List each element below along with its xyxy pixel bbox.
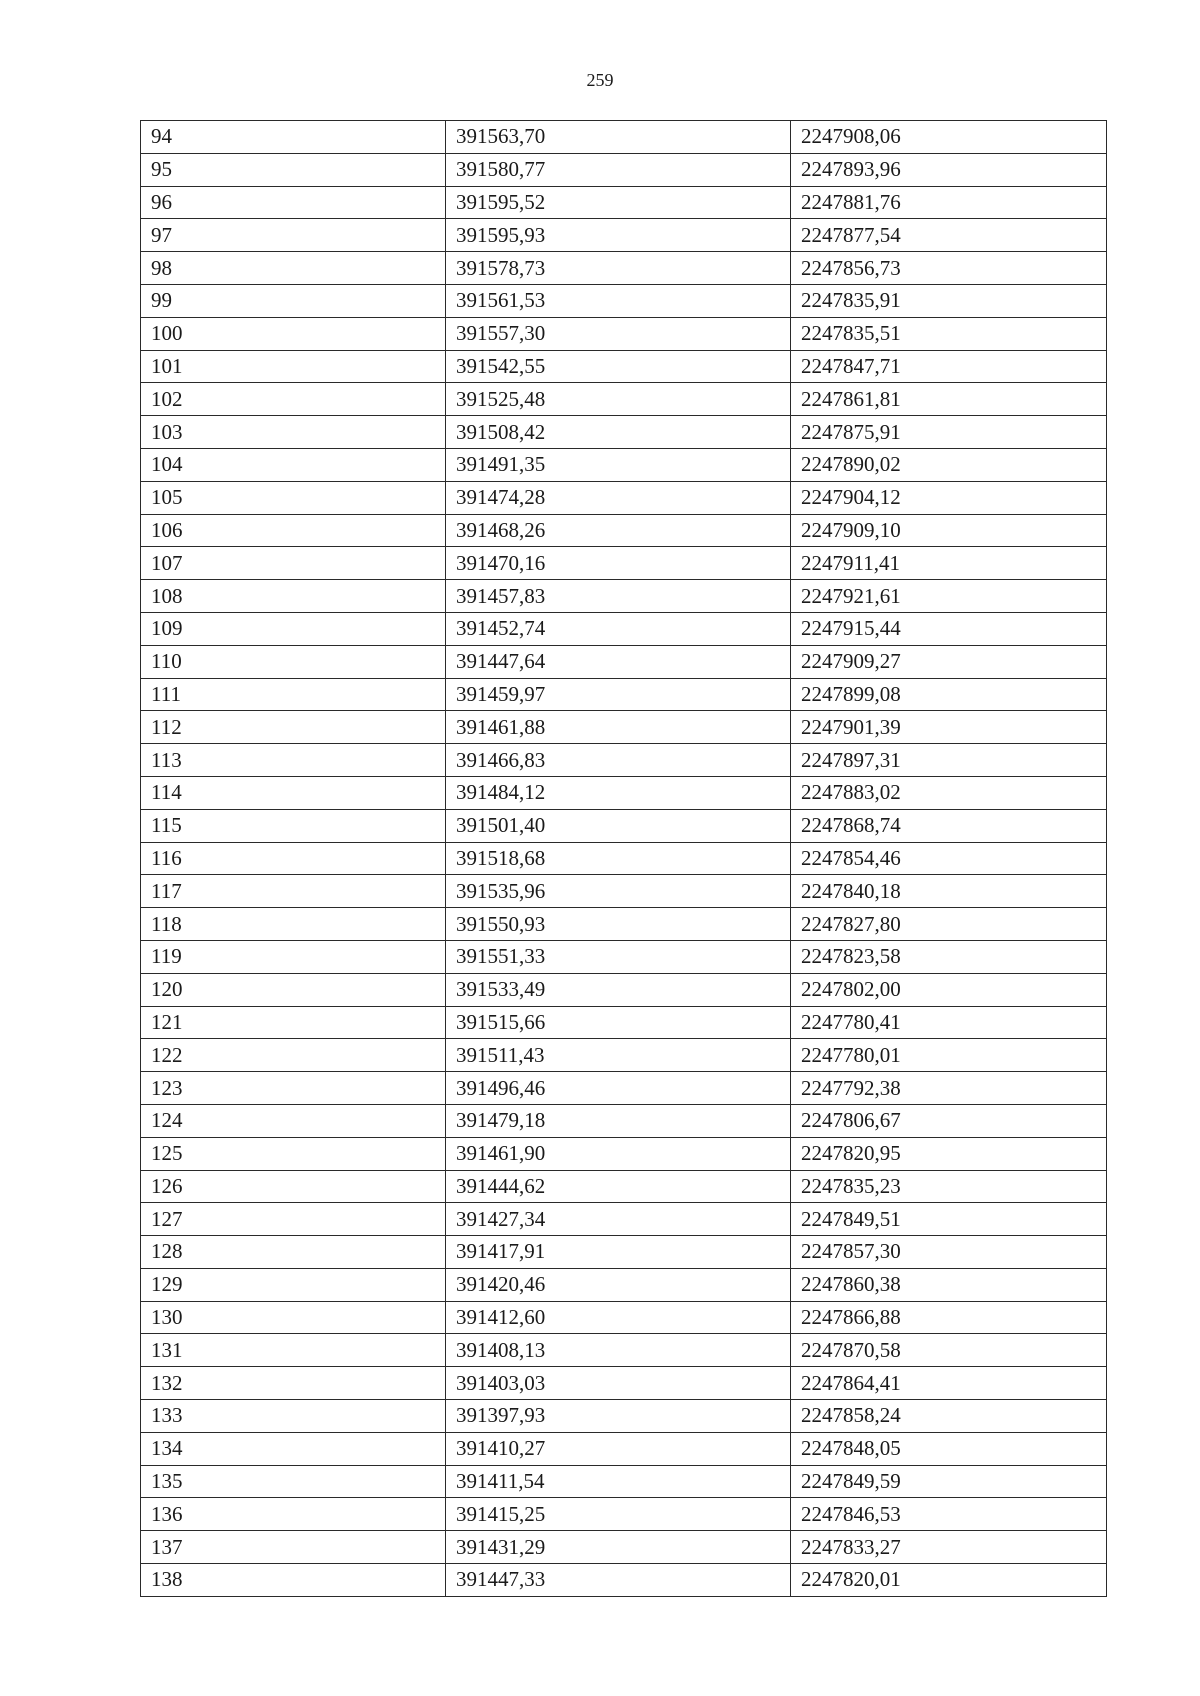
point-number-cell: 115 [141,809,446,842]
y-coordinate-cell: 2247820,01 [791,1564,1107,1597]
point-number-cell: 113 [141,744,446,777]
x-coordinate-cell: 391447,64 [446,645,791,678]
y-coordinate-cell: 2247847,71 [791,350,1107,383]
y-coordinate-cell: 2247861,81 [791,383,1107,416]
point-number-cell: 112 [141,711,446,744]
x-coordinate-cell: 391417,91 [446,1236,791,1269]
point-number-cell: 120 [141,973,446,1006]
y-coordinate-cell: 2247877,54 [791,219,1107,252]
table-row [141,1170,1107,1203]
table-row [141,1432,1107,1465]
x-coordinate-cell: 391542,55 [446,350,791,383]
x-coordinate-cell: 391595,93 [446,219,791,252]
table-row [141,711,1107,744]
table-row [141,612,1107,645]
x-coordinate-cell: 391563,70 [446,121,791,154]
y-coordinate-cell: 2247858,24 [791,1400,1107,1433]
x-coordinate-cell: 391461,90 [446,1137,791,1170]
table-row [141,1564,1107,1597]
y-coordinate-cell: 2247806,67 [791,1104,1107,1137]
y-coordinate-cell: 2247856,73 [791,252,1107,285]
x-coordinate-cell: 391551,33 [446,940,791,973]
y-coordinate-cell: 2247860,38 [791,1268,1107,1301]
point-number-cell: 126 [141,1170,446,1203]
y-coordinate-cell: 2247911,41 [791,547,1107,580]
x-coordinate-cell: 391447,33 [446,1564,791,1597]
table-row [141,448,1107,481]
y-coordinate-cell: 2247915,44 [791,612,1107,645]
table-row [141,186,1107,219]
y-coordinate-cell: 2247833,27 [791,1531,1107,1564]
y-coordinate-cell: 2247840,18 [791,875,1107,908]
x-coordinate-cell: 391525,48 [446,383,791,416]
point-number-cell: 114 [141,776,446,809]
table-row [141,481,1107,514]
point-number-cell: 137 [141,1531,446,1564]
table-row [141,1334,1107,1367]
table-row [141,383,1107,416]
x-coordinate-cell: 391535,96 [446,875,791,908]
point-number-cell: 105 [141,481,446,514]
table-row [141,1531,1107,1564]
point-number-cell: 127 [141,1203,446,1236]
y-coordinate-cell: 2247849,51 [791,1203,1107,1236]
y-coordinate-cell: 2247835,91 [791,284,1107,317]
point-number-cell: 97 [141,219,446,252]
table-row [141,645,1107,678]
x-coordinate-cell: 391511,43 [446,1039,791,1072]
table-row [141,1104,1107,1137]
point-number-cell: 106 [141,514,446,547]
point-number-cell: 116 [141,842,446,875]
x-coordinate-cell: 391491,35 [446,448,791,481]
x-coordinate-cell: 391479,18 [446,1104,791,1137]
x-coordinate-cell: 391508,42 [446,416,791,449]
y-coordinate-cell: 2247890,02 [791,448,1107,481]
y-coordinate-cell: 2247881,76 [791,186,1107,219]
table-row [141,350,1107,383]
x-coordinate-cell: 391484,12 [446,776,791,809]
x-coordinate-cell: 391580,77 [446,153,791,186]
table-row [141,284,1107,317]
y-coordinate-cell: 2247901,39 [791,711,1107,744]
x-coordinate-cell: 391427,34 [446,1203,791,1236]
table-row [141,875,1107,908]
x-coordinate-cell: 391466,83 [446,744,791,777]
table-row [141,121,1107,154]
point-number-cell: 111 [141,678,446,711]
table-row [141,547,1107,580]
x-coordinate-cell: 391557,30 [446,317,791,350]
y-coordinate-cell: 2247883,02 [791,776,1107,809]
y-coordinate-cell: 2247857,30 [791,1236,1107,1269]
y-coordinate-cell: 2247875,91 [791,416,1107,449]
point-number-cell: 121 [141,1006,446,1039]
coordinates-table-body [141,121,1107,1597]
x-coordinate-cell: 391501,40 [446,809,791,842]
y-coordinate-cell: 2247835,23 [791,1170,1107,1203]
y-coordinate-cell: 2247909,27 [791,645,1107,678]
y-coordinate-cell: 2247792,38 [791,1072,1107,1105]
point-number-cell: 100 [141,317,446,350]
table-row [141,842,1107,875]
y-coordinate-cell: 2247820,95 [791,1137,1107,1170]
table-row [141,1268,1107,1301]
table-row [141,1301,1107,1334]
x-coordinate-cell: 391420,46 [446,1268,791,1301]
table-row [141,908,1107,941]
table-row [141,219,1107,252]
y-coordinate-cell: 2247921,61 [791,580,1107,613]
x-coordinate-cell: 391457,83 [446,580,791,613]
point-number-cell: 136 [141,1498,446,1531]
y-coordinate-cell: 2247904,12 [791,481,1107,514]
x-coordinate-cell: 391431,29 [446,1531,791,1564]
y-coordinate-cell: 2247870,58 [791,1334,1107,1367]
y-coordinate-cell: 2247849,59 [791,1465,1107,1498]
point-number-cell: 118 [141,908,446,941]
point-number-cell: 123 [141,1072,446,1105]
x-coordinate-cell: 391459,97 [446,678,791,711]
x-coordinate-cell: 391415,25 [446,1498,791,1531]
x-coordinate-cell: 391578,73 [446,252,791,285]
point-number-cell: 101 [141,350,446,383]
point-number-cell: 133 [141,1400,446,1433]
point-number-cell: 104 [141,448,446,481]
table-row [141,1367,1107,1400]
y-coordinate-cell: 2247780,01 [791,1039,1107,1072]
point-number-cell: 110 [141,645,446,678]
y-coordinate-cell: 2247908,06 [791,121,1107,154]
table-row [141,580,1107,613]
table-row [141,1072,1107,1105]
table-row [141,1039,1107,1072]
y-coordinate-cell: 2247893,96 [791,153,1107,186]
point-number-cell: 122 [141,1039,446,1072]
point-number-cell: 130 [141,1301,446,1334]
table-row [141,153,1107,186]
x-coordinate-cell: 391410,27 [446,1432,791,1465]
table-row [141,252,1107,285]
point-number-cell: 124 [141,1104,446,1137]
x-coordinate-cell: 391561,53 [446,284,791,317]
point-number-cell: 95 [141,153,446,186]
table-row [141,416,1107,449]
point-number-cell: 125 [141,1137,446,1170]
y-coordinate-cell: 2247823,58 [791,940,1107,973]
point-number-cell: 131 [141,1334,446,1367]
x-coordinate-cell: 391408,13 [446,1334,791,1367]
point-number-cell: 134 [141,1432,446,1465]
table-row [141,809,1107,842]
point-number-cell: 108 [141,580,446,613]
point-number-cell: 132 [141,1367,446,1400]
y-coordinate-cell: 2247909,10 [791,514,1107,547]
y-coordinate-cell: 2247899,08 [791,678,1107,711]
coordinates-table [140,120,1107,1597]
x-coordinate-cell: 391444,62 [446,1170,791,1203]
x-coordinate-cell: 391533,49 [446,973,791,1006]
x-coordinate-cell: 391595,52 [446,186,791,219]
x-coordinate-cell: 391397,93 [446,1400,791,1433]
y-coordinate-cell: 2247780,41 [791,1006,1107,1039]
y-coordinate-cell: 2247848,05 [791,1432,1107,1465]
table-row [141,744,1107,777]
point-number-cell: 103 [141,416,446,449]
point-number-cell: 119 [141,940,446,973]
point-number-cell: 128 [141,1236,446,1269]
point-number-cell: 96 [141,186,446,219]
table-row [141,1203,1107,1236]
point-number-cell: 117 [141,875,446,908]
x-coordinate-cell: 391452,74 [446,612,791,645]
y-coordinate-cell: 2247827,80 [791,908,1107,941]
table-row [141,1465,1107,1498]
point-number-cell: 98 [141,252,446,285]
point-number-cell: 129 [141,1268,446,1301]
table-row [141,1137,1107,1170]
y-coordinate-cell: 2247846,53 [791,1498,1107,1531]
y-coordinate-cell: 2247835,51 [791,317,1107,350]
y-coordinate-cell: 2247854,46 [791,842,1107,875]
x-coordinate-cell: 391468,26 [446,514,791,547]
table-row [141,973,1107,1006]
x-coordinate-cell: 391496,46 [446,1072,791,1105]
table-row [141,1236,1107,1269]
table-row [141,1498,1107,1531]
x-coordinate-cell: 391461,88 [446,711,791,744]
table-row [141,940,1107,973]
point-number-cell: 99 [141,284,446,317]
table-row [141,1006,1107,1039]
x-coordinate-cell: 391403,03 [446,1367,791,1400]
x-coordinate-cell: 391518,68 [446,842,791,875]
x-coordinate-cell: 391515,66 [446,1006,791,1039]
point-number-cell: 135 [141,1465,446,1498]
y-coordinate-cell: 2247868,74 [791,809,1107,842]
table-row [141,678,1107,711]
x-coordinate-cell: 391550,93 [446,908,791,941]
y-coordinate-cell: 2247866,88 [791,1301,1107,1334]
page-number: 259 [586,70,614,90]
x-coordinate-cell: 391470,16 [446,547,791,580]
x-coordinate-cell: 391411,54 [446,1465,791,1498]
y-coordinate-cell: 2247897,31 [791,744,1107,777]
y-coordinate-cell: 2247802,00 [791,973,1107,1006]
point-number-cell: 102 [141,383,446,416]
y-coordinate-cell: 2247864,41 [791,1367,1107,1400]
table-row [141,317,1107,350]
point-number-cell: 107 [141,547,446,580]
point-number-cell: 94 [141,121,446,154]
point-number-cell: 109 [141,612,446,645]
table-row [141,514,1107,547]
point-number-cell: 138 [141,1564,446,1597]
x-coordinate-cell: 391412,60 [446,1301,791,1334]
table-row [141,1400,1107,1433]
table-row [141,776,1107,809]
x-coordinate-cell: 391474,28 [446,481,791,514]
